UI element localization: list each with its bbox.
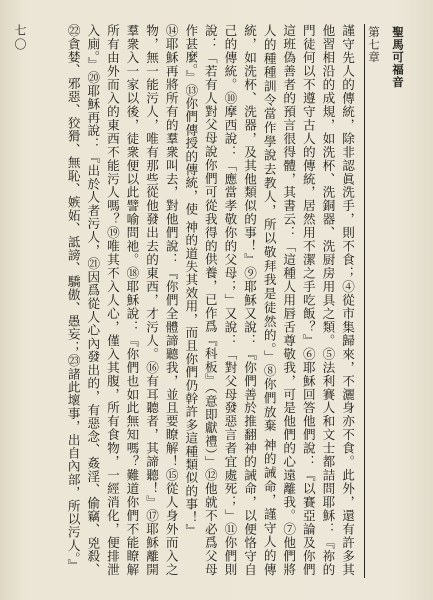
main-text-block (39, 24, 357, 576)
header-divider-line (364, 24, 365, 578)
paragraph-2: ⑭耶穌再將所有的羣衆叫去，對他們說：『你們全體諦聽我，並且要瞭解！⑮從人身外而入之物，無一能污人，唯有那些從他發出去的東西，才污人。⑯有耳聽者，其諦聽！』⑰耶穌離開羣衆入一家以後，徒衆便以此譬喻問祂。⑱耶穌說：『你們也如此無知嗎？難道你們不能瞭解所有由外而入的東西不能污人嗎？⑲唯其不入人心，僅入其腹，所有食物，一經消化，便排泄入廁。』⑳耶穌再說：『出於人者污人，㉑因爲從人心內發出的，有惡念、姦淫、偷竊、兇殺、㉒貪婪、邪惡、狡猾、無恥、嫉妬、詆謗、驕傲、愚妄；㉓諸此壞事，出自內部，所以污人。』 (65, 24, 179, 576)
running-header-book-title: 聖馬可福音 (391, 26, 405, 89)
running-header-chapter: 第七章 (367, 26, 381, 64)
page-number: 七〇 (13, 24, 27, 52)
paragraph-1: 謹守先人的傳統，除非認眞洗手，則不食；④從市集歸來，不灑身亦不食。此外，還有許多其他習相沿的成規，如洗杯、洗銅器、洗厨房用具之類。⑤法利賽人和文士都詰問耶穌：『祢的門徒何以不遵守古人的傳統，居然用不潔之手吃飯？』⑥耶穌回答他們說：『以賽亞論及你們這班偽善者的預言很得體，其書云：「這種人用唇舌尊敬我，可是他們的心遠離我。⑦他們將人的種種訓令當作學說去教人，所以敬拜我是徒然的。」⑧你們放棄 神的誡命，謹守人的傳統，如洗杯、洗器，及其他類似的事！』⑨耶穌又說：『你們善於推翻神的誡命，以便恪守自己的傳統。⑩摩西說：「應當孝敬你的父母；」又說：「對父母發惡言者宜處死；」⑪你們則說：「若有人對父母說你們可從我得的供養，已作爲『科板』（意即獻禮）」⑫他就不必爲父母作甚麼。』⑬你們傳授的傳統，使 神的道失其效用，而且你們仍幹許多這種類似的事！』 (183, 24, 355, 576)
